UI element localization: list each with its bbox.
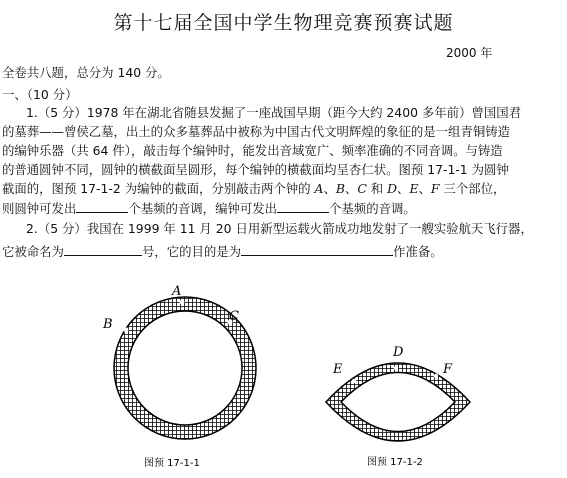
label-b: B [335, 181, 345, 196]
q2-line-2 [2, 244, 443, 259]
q1-line-4: 的普通圆钟不同，圆钟的横截面呈圆形，每个编钟的横截面均呈杏仁状。图预 17-1-1 为圆钟 [2, 162, 509, 177]
sep-4: 、 [418, 181, 431, 196]
figure-chime-bell [322, 340, 477, 473]
q1-line-5-end: 三个部位， [439, 181, 506, 196]
label-a: A [314, 181, 324, 196]
point-b-label: B [103, 317, 113, 332]
point-e-marker [352, 379, 356, 383]
page-title: 第十七届全国中学生物理竞赛预赛试题 [113, 12, 454, 34]
label-d: D [387, 181, 398, 196]
sep-1: 、 [323, 181, 336, 196]
q1-line-6 [2, 201, 416, 216]
and-word: 和 [366, 181, 388, 196]
figure-2-caption: 图预 17-1-2 [367, 457, 423, 468]
answer-blank-purpose[interactable] [241, 244, 393, 256]
label-f: F [430, 181, 440, 196]
point-d-marker [394, 366, 398, 370]
exam-intro: 全卷共八题，总分为 140 分。 [2, 65, 170, 80]
point-f-label: F [443, 362, 453, 377]
answer-blank-chime-bell[interactable] [277, 201, 329, 213]
point-a-marker [180, 300, 185, 305]
point-f-marker [434, 374, 438, 378]
q1-line-5 [2, 182, 505, 196]
sep-3: 、 [397, 181, 410, 196]
q1-line-5-text: 截面的，图预 17-1-2 为编钟的截面，分别敲击两个钟的 [2, 181, 315, 196]
q2-line-2-start: 它被命名为 [2, 244, 64, 259]
label-c: C [357, 181, 367, 196]
figure-round-bell [100, 278, 270, 473]
q1-line-3: 的编钟乐器（共 64 件），敲击每个编钟时，能发出音域宽广、频率准确的不同音调。与铸造 [2, 143, 503, 158]
point-c-label: C [229, 309, 239, 324]
q1-line-6-end: 个基频的音调。 [329, 201, 416, 216]
answer-blank-spacecraft-name[interactable] [64, 244, 142, 256]
q2-line-2-middle: 号，它的目的是为 [141, 244, 242, 259]
q2-line-2-end: 作准备。 [393, 244, 443, 259]
section-heading: 一、（10 分） [2, 87, 78, 102]
figure-1-caption: 图预 17-1-1 [144, 458, 200, 469]
q2-line-1-text: 2.（5 分）我国在 1999 年 11 月 20 日用新型运载火箭成功地发射了一艘实验航天飞行器， [26, 221, 533, 236]
q1-line-2: 的墓葬——曾侯乙墓，出土的众多墓葬品中被称为中国古代文明辉煌的象征的是一组青铜铸造 [2, 124, 511, 139]
point-a-label: A [172, 284, 182, 299]
answer-blank-round-bell[interactable] [76, 201, 128, 213]
q1-line-6-middle: 个基频的音调，编钟可发出 [128, 201, 278, 216]
point-d-label: D [393, 345, 404, 360]
round-bell-inner [128, 311, 242, 425]
exam-year: 2000 年 [446, 46, 493, 60]
point-e-label: E [333, 362, 343, 377]
point-b-marker [124, 328, 129, 333]
q1-line-1: 1.（5 分）1978 年在湖北省随县发掘了一座战国早期（距今大约 2400 多年前）曾国国君 [26, 105, 522, 120]
q1-line-6-start: 则圆钟可发出 [2, 201, 77, 216]
sep-2: 、 [344, 181, 358, 196]
label-e: E [409, 181, 419, 196]
